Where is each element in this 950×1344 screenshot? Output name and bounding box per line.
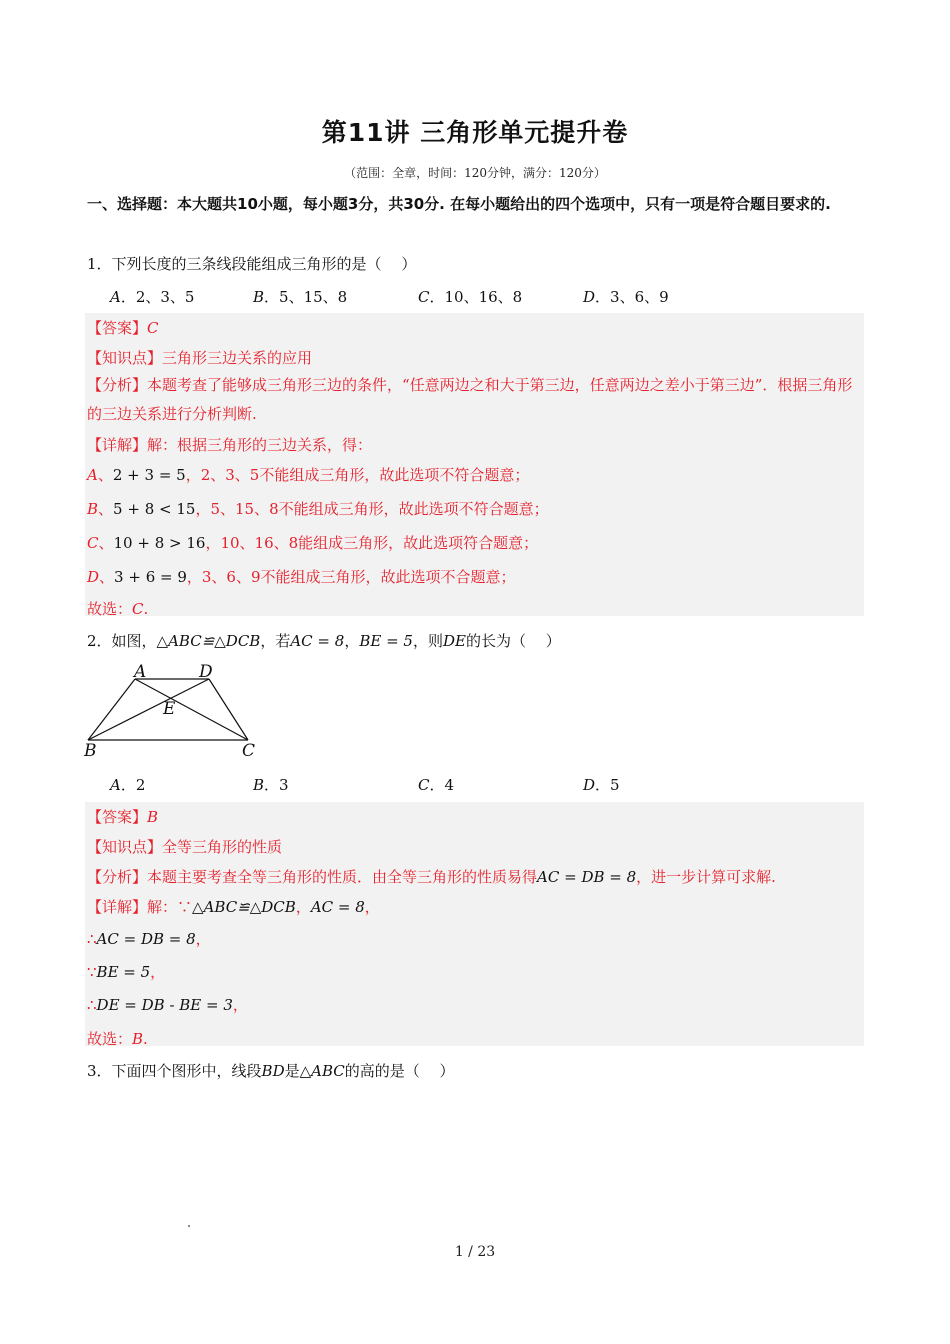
q1-option-b: B．5、15、8: [253, 288, 348, 306]
page-title: 第11讲 三角形单元提升卷: [321, 118, 629, 147]
q1-knowledge: 【知识点】三角形三边关系的应用: [87, 349, 313, 367]
q2-detail-intro: 【详解】解：∵△ABC≌△DCB，AC = 8，: [87, 898, 380, 916]
q1-analysis: 【分析】本题考查了能够成三角形三边的条件，“任意两边之和大于第三边，任意两边之差小于第三边”．根据三角形的三边关系进行分析判断.: [87, 376, 853, 423]
q1-option-a: A．2、3、5: [110, 288, 195, 306]
segment-ba: [88, 679, 135, 740]
q1-answer: 【答案】C: [87, 319, 159, 337]
q1-option-c: C．10、16、8: [418, 288, 523, 306]
label-d: D: [199, 662, 213, 682]
q1-detail-intro: 【详解】解：根据三角形的三边关系，得：: [87, 436, 373, 454]
label-a: A: [134, 662, 147, 682]
section-heading: 一、选择题：本大题共10小题，每小题3分，共30分. 在每小题给出的四个选项中，只有一项是符合题目要求的.: [87, 195, 831, 213]
q1-option-d: D．3、6、9: [583, 288, 669, 306]
q2-figure: [80, 658, 270, 762]
q2-knowledge: 【知识点】全等三角形的性质: [87, 838, 283, 856]
q1-detail-a: A、2 + 3 = 5，2、3、5不能组成三角形，故此选项不符合题意；: [87, 466, 530, 484]
q1-conclusion: 故选：C.: [87, 600, 149, 618]
q2-step-3: ∴DE = DB - BE = 3，: [87, 996, 248, 1014]
q2-option-a: A．2: [110, 776, 146, 794]
q2-analysis: 【分析】本题主要考查全等三角形的性质．由全等三角形的性质易得AC = DB = 8，进一步计算可求解.: [87, 868, 776, 886]
stray-dot: [188, 1225, 190, 1227]
q3-stem: 3．下面四个图形中，线段BD是△ABC的高的是（ ）: [87, 1062, 455, 1080]
label-c: C: [242, 741, 256, 761]
q1-detail-c: C、10 + 8 > 16，10、16、8能组成三角形，故此选项符合题意；: [87, 534, 539, 552]
q2-step-1: ∴AC = DB = 8，: [87, 930, 211, 948]
q2-stem: 2．如图，△ABC≌△DCB，若AC = 8，BE = 5，则DE的长为（ ）: [87, 632, 561, 650]
q2-step-2: ∵BE = 5，: [87, 963, 166, 981]
q2-option-d: D．5: [583, 776, 620, 794]
segment-dc: [209, 679, 248, 740]
label-b: B: [84, 741, 97, 761]
page-subtitle: （范围：全章，时间：120分钟，满分：120分）: [344, 166, 606, 180]
q2-answer: 【答案】B: [87, 808, 159, 826]
q1-detail-d: D、3 + 6 = 9，3、6、9不能组成三角形，故此选项不合题意；: [87, 568, 516, 586]
page-number: 1 / 23: [454, 1244, 496, 1260]
q1-detail-b: B、5 + 8 < 15，5、15、8不能组成三角形，故此选项不符合题意；: [87, 500, 549, 518]
q2-option-c: C．4: [418, 776, 455, 794]
q2-option-b: B．3: [253, 776, 289, 794]
label-e: E: [163, 699, 176, 719]
q2-conclusion: 故选：B.: [87, 1030, 148, 1048]
q1-stem: 1．下列长度的三条线段能组成三角形的是（ ）: [87, 255, 417, 273]
